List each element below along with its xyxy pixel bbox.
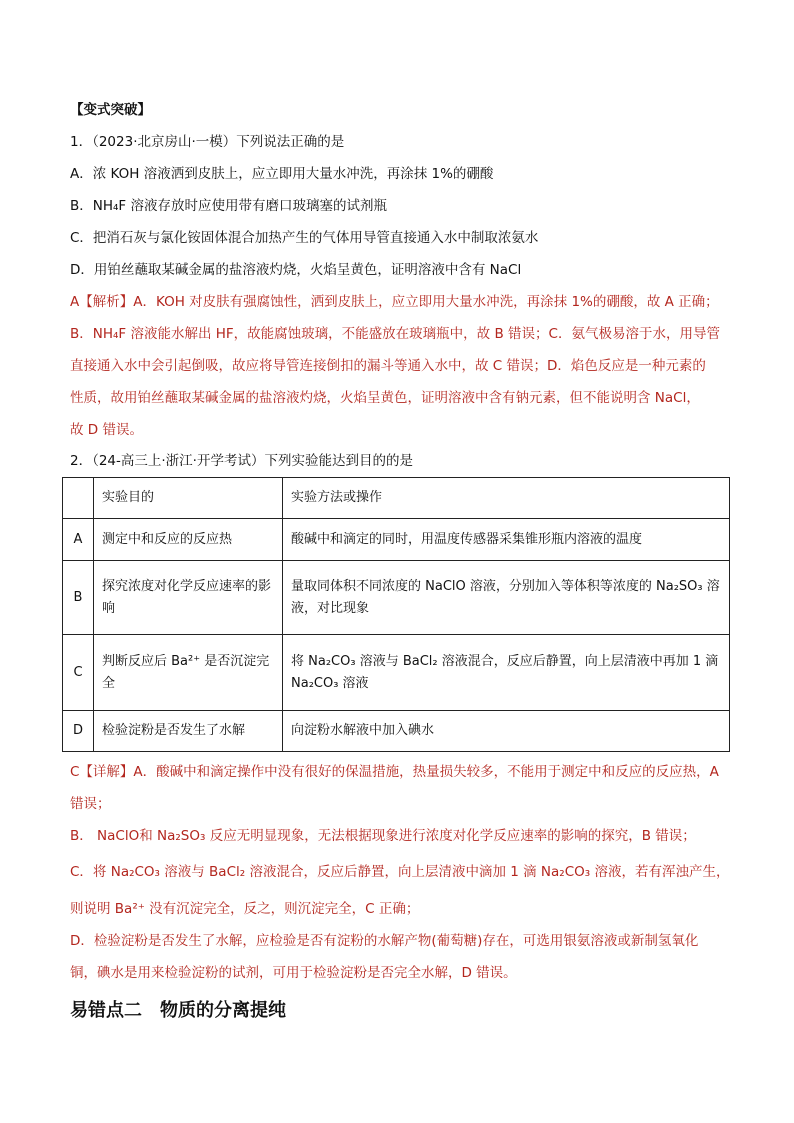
question-1-stem: 1．（2023·北京房山·一模）下列说法正确的是 (70, 134, 345, 150)
row-method: 将 Na₂CO₃ 溶液与 BaCl₂ 溶液混合，反应后静置，向上层清液中再加 1 滴 Na₂CO₃ 溶液 (283, 635, 730, 711)
question-1-analysis-line: B．NH₄F 溶液能水解出 HF，故能腐蚀玻璃，不能盛放在玻璃瓶中，故 B 错误；C．氨气极易溶于水，用导管 (70, 326, 720, 342)
table-header-cell: 实验目的 (94, 478, 283, 519)
row-id: C (63, 635, 94, 711)
table-row (63, 635, 730, 711)
question-2-analysis-line: 则说明 Ba²⁺ 没有沉淀完全，反之，则沉淀完全，C 正确； (70, 901, 420, 917)
row-method: 向淀粉水解液中加入碘水 (283, 711, 730, 752)
question-1-option-b: B．NH₄F 溶液存放时应使用带有磨口玻璃塞的试剂瓶 (70, 198, 387, 214)
question-2-analysis-line: B． NaClO和 Na₂SO₃ 反应无明显现象，无法根据现象进行浓度对化学反应速率的影响的探究，B 错误； (70, 828, 696, 844)
section-header: 【变式突破】 (70, 102, 151, 118)
question-2-analysis-line: 错误； (70, 796, 111, 812)
next-section-heading: 易错点二 物质的分离提纯 (70, 1000, 286, 1021)
question-2-stem: 2．（24-高三上·浙江·开学考试）下列实验能达到目的的是 (70, 453, 413, 469)
question-1-option-a: A．浓 KOH 溶液洒到皮肤上，应立即用大量水冲洗，再涂抹 1%的硼酸 (70, 166, 494, 182)
table-row (63, 561, 730, 635)
row-goal: 检验淀粉是否发生了水解 (94, 711, 283, 752)
table-row (63, 519, 730, 561)
table-header-cell: 实验方法或操作 (283, 478, 730, 519)
row-method: 酸碱中和滴定的同时，用温度传感器采集锥形瓶内溶液的温度 (283, 519, 730, 561)
table-row (63, 711, 730, 752)
row-goal: 测定中和反应的反应热 (94, 519, 283, 561)
question-1-analysis-line: A【解析】A．KOH 对皮肤有强腐蚀性，洒到皮肤上，应立即用大量水冲洗，再涂抹 1%的硼酸，故 A 正确； (70, 294, 719, 310)
question-2-analysis-line: 铜，碘水是用来检验淀粉的试剂，可用于检验淀粉是否完全水解，D 错误。 (70, 965, 517, 981)
row-id: A (63, 519, 94, 561)
question-1-analysis-line: 故 D 错误。 (70, 422, 143, 438)
question-1-option-d: D．用铂丝蘸取某碱金属的盐溶液灼烧，火焰呈黄色，证明溶液中含有 NaCl (70, 262, 522, 278)
table-header-row (63, 478, 730, 519)
row-id: D (63, 711, 94, 752)
question-1-analysis-line: 性质，故用铂丝蘸取某碱金属的盐溶液灼烧，火焰呈黄色，证明溶液中含有钠元素，但不能说明含 NaCl， (70, 390, 700, 406)
row-id: B (63, 561, 94, 635)
question-2-analysis-line: C【详解】A．酸碱中和滴定操作中没有很好的保温措施，热量损失较多，不能用于测定中和反应的反应热，A (70, 764, 719, 780)
question-2-analysis-line: D．检验淀粉是否发生了水解，应检验是否有淀粉的水解产物(葡萄糖)存在，可选用银氨溶液或新制氢氧化 (70, 933, 699, 949)
question-2-analysis-line: C．将 Na₂CO₃ 溶液与 BaCl₂ 溶液混合，反应后静置，向上层清液中滴加 1 滴 Na₂CO₃ 溶液，若有浑浊产生， (70, 864, 730, 880)
row-goal: 探究浓度对化学反应速率的影响 (94, 561, 283, 635)
experiment-table (62, 477, 730, 752)
table-header-cell (63, 478, 94, 519)
question-1-analysis-line: 直接通入水中会引起倒吸，故应将导管连接倒扣的漏斗等通入水中，故 C 错误；D．焰色反应是一种元素的 (70, 358, 706, 374)
row-goal: 判断反应后 Ba²⁺ 是否沉淀完全 (94, 635, 283, 711)
row-method: 量取同体积不同浓度的 NaClO 溶液，分别加入等体积等浓度的 Na₂SO₃ 溶液，对比现象 (283, 561, 730, 635)
question-1-option-c: C．把消石灰与氯化铵固体混合加热产生的气体用导管直接通入水中制取浓氨水 (70, 230, 539, 246)
